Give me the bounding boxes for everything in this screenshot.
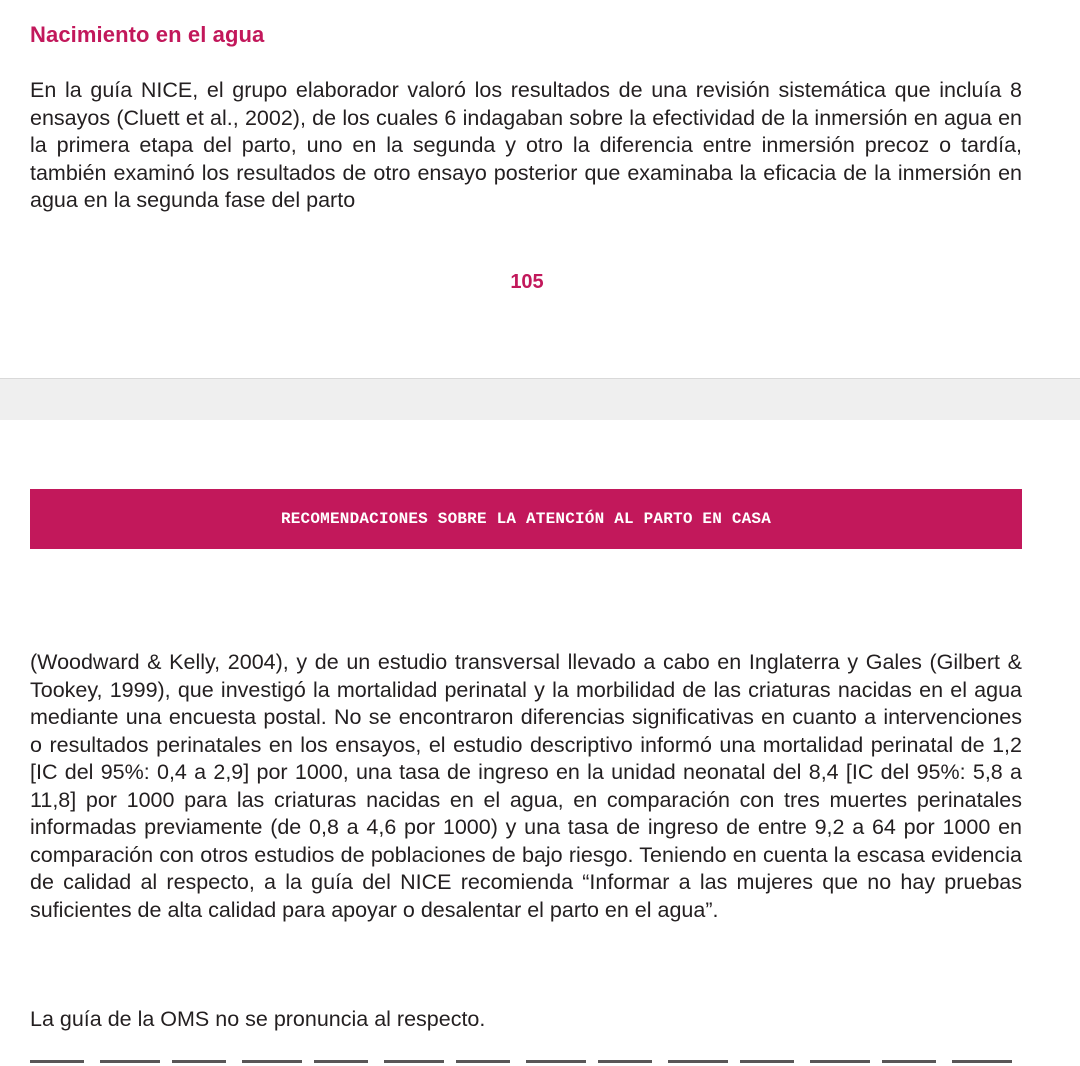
cut-off-text-line	[30, 1052, 1020, 1066]
chapter-banner-title: RECOMENDACIONES SOBRE LA ATENCIÓN AL PARTO EN CASA	[280, 510, 772, 528]
page-separator	[0, 378, 1080, 420]
page-number: 105	[510, 271, 544, 293]
body-paragraph: La guía de la OMS no se pronuncia al respecto.	[30, 1007, 486, 1031]
body-paragraph: (Woodward & Kelly, 2004), y de un estudio transversal llevado a cabo en Inglaterra y Gales (Gilbert & Tookey, 1999), que investigó la mortalidad perinatal y la morbilidad de las criaturas nacidas en el agua mediante una encuesta postal. No se encontraron diferencias significativas en cuanto a intervenciones o resultados perinatales en los ensayos, el estudio descriptivo informó una mortalidad perinatal de 1,2 [IC del 95%: 0,4 a 2,9] por 1000, una tasa de ingreso en la unidad neonatal del 8,4 [IC del 95%: 5,8 a 11,8] por 1000 para las criaturas nacidas en el agua, en comparación con tres muertes perinatales informadas previamente (de 0,8 a 4,6 por 1000) y una tasa de ingreso de entre 9,2 a 64 por 1000 en comparación con otros estudios de poblaciones de bajo riesgo. Teniendo en cuenta la escasa evidencia de calidad al respecto, a la guía del NICE recomienda “Informar a las mujeres que no hay pruebas suficientes de alta calidad para apoyar o desalentar el parto en el agua”.	[30, 650, 1022, 922]
body-paragraph: En la guía NICE, el grupo elaborador valoró los resultados de una revisión sistemática que incluía 8 ensayos (Cluett et al., 2002), de los cuales 6 indagaban sobre la efectividad de la inmersión en agua en la primera etapa del parto, uno en la segunda y otro la diferencia entre inmersión precoz o tardía, también examinó los resultados de otro ensayo posterior que examinaba la eficacia de la inmersión en agua en la segunda fase del parto	[30, 78, 1022, 212]
chapter-banner	[30, 489, 1022, 549]
section-heading: Nacimiento en el agua	[30, 22, 265, 47]
